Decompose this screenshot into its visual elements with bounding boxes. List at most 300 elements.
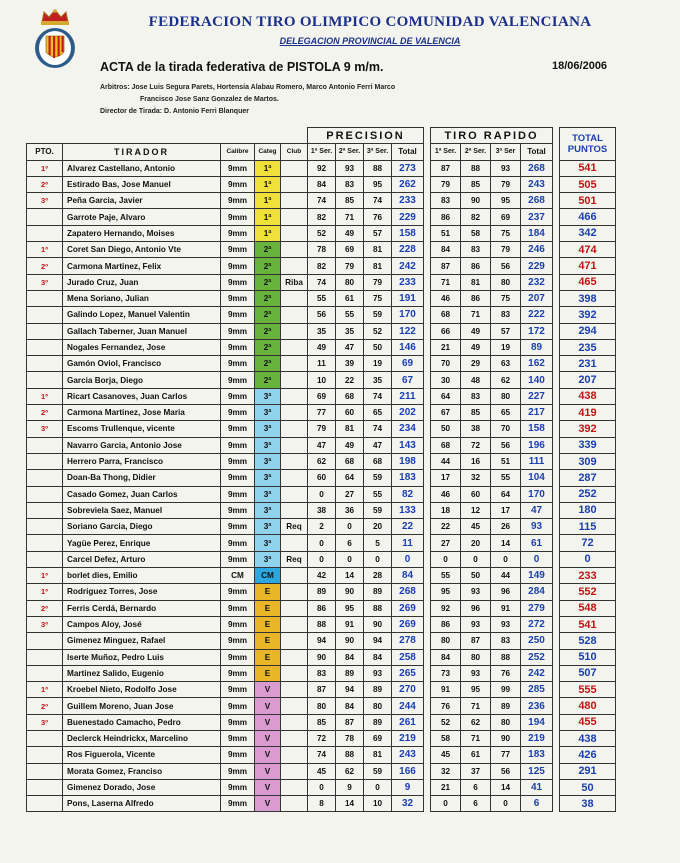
table-row — [27, 388, 616, 404]
club: Req — [281, 519, 308, 535]
precision-ser1: 74 — [308, 274, 336, 290]
table-row — [27, 160, 616, 176]
precision-ser3: 50 — [364, 339, 392, 355]
precision-ser1-header: 1ª Ser. — [308, 144, 336, 160]
club — [281, 486, 308, 502]
rapido-ser2: 71 — [461, 698, 491, 714]
row-position — [27, 796, 63, 812]
row-position — [27, 209, 63, 225]
precision-total: 146 — [392, 339, 424, 355]
rapido-ser1: 71 — [431, 274, 461, 290]
precision-ser3: 80 — [364, 698, 392, 714]
precision-ser3: 75 — [364, 290, 392, 306]
precision-ser3: 84 — [364, 649, 392, 665]
precision-header: PRECISION — [308, 128, 424, 144]
precision-ser2: 64 — [336, 470, 364, 486]
shooter-name: Navarro Garcia, Antonio Jose — [63, 437, 221, 453]
rapido-total: 61 — [521, 535, 553, 551]
rapido-ser3: 80 — [491, 274, 521, 290]
rapido-ser3: 95 — [491, 193, 521, 209]
precision-total: 229 — [392, 209, 424, 225]
precision-ser3: 57 — [364, 225, 392, 241]
precision-total: 82 — [392, 486, 424, 502]
table-row — [27, 584, 616, 600]
precision-ser3: 47 — [364, 437, 392, 453]
rapido-ser1: 91 — [431, 682, 461, 698]
category-badge: 3ª — [255, 502, 281, 518]
table-row — [27, 453, 616, 469]
total-points: 501 — [560, 193, 616, 209]
rapido-ser2: 0 — [461, 551, 491, 567]
rapido-total: 229 — [521, 258, 553, 274]
row-position — [27, 356, 63, 372]
row-position — [27, 763, 63, 779]
precision-ser2: 35 — [336, 323, 364, 339]
rapido-total: 111 — [521, 453, 553, 469]
rapido-ser3: 70 — [491, 421, 521, 437]
rapido-total-header: Total — [521, 144, 553, 160]
club — [281, 502, 308, 518]
total-points: 419 — [560, 405, 616, 421]
rapido-ser1: 51 — [431, 225, 461, 241]
row-position: 1º — [27, 160, 63, 176]
shooter-name: Gallach Taberner, Juan Manuel — [63, 323, 221, 339]
precision-total: 278 — [392, 633, 424, 649]
rapido-ser3: 96 — [491, 584, 521, 600]
shooter-name: Gamón Oviol, Francisco — [63, 356, 221, 372]
shooter-name: Ros Figuerola, Vicente — [63, 747, 221, 763]
shooter-name: Gimenez Minguez, Rafael — [63, 633, 221, 649]
precision-ser1: 0 — [308, 551, 336, 567]
rapido-ser3: 51 — [491, 453, 521, 469]
category-badge: 2ª — [255, 339, 281, 355]
precision-ser1: 83 — [308, 665, 336, 681]
rapido-ser2: 96 — [461, 600, 491, 616]
precision-ser2: 14 — [336, 796, 364, 812]
shooter-name: Kroebel Nieto, Rodolfo Jose — [63, 682, 221, 698]
rapido-ser3: 75 — [491, 225, 521, 241]
rapido-total: 232 — [521, 274, 553, 290]
precision-ser3: 81 — [364, 242, 392, 258]
caliber: 9mm — [221, 551, 255, 567]
rapido-total: 237 — [521, 209, 553, 225]
shooter-name: Carmona Martinez, Jose Maria — [63, 405, 221, 421]
category-badge: V — [255, 779, 281, 795]
tiro-rapido-header: TIRO RAPIDO — [431, 128, 553, 144]
shooter-name: Nogales Fernandez, Jose — [63, 339, 221, 355]
precision-ser3: 5 — [364, 535, 392, 551]
table-row — [27, 193, 616, 209]
rapido-ser2: 82 — [461, 209, 491, 225]
caliber: 9mm — [221, 665, 255, 681]
rapido-total: 140 — [521, 372, 553, 388]
caliber: 9mm — [221, 584, 255, 600]
shooter-name: Soriano Garcia, Diego — [63, 519, 221, 535]
total-puntos-header: TOTAL PUNTOS — [560, 128, 616, 161]
shooter-name: Gimenez Dorado, Jose — [63, 779, 221, 795]
precision-ser2: 0 — [336, 519, 364, 535]
precision-total: 234 — [392, 421, 424, 437]
rapido-ser1: 67 — [431, 405, 461, 421]
rapido-ser1: 76 — [431, 698, 461, 714]
total-points: 342 — [560, 225, 616, 241]
row-position — [27, 665, 63, 681]
rapido-total: 89 — [521, 339, 553, 355]
total-points: 309 — [560, 453, 616, 469]
precision-ser1: 35 — [308, 323, 336, 339]
shooter-name: Herrero Parra, Francisco — [63, 453, 221, 469]
rapido-ser1: 45 — [431, 747, 461, 763]
tirador-header: TIRADOR — [63, 144, 221, 160]
table-row — [27, 519, 616, 535]
rapido-ser2: 83 — [461, 242, 491, 258]
rapido-total: 41 — [521, 779, 553, 795]
rapido-ser1: 92 — [431, 600, 461, 616]
precision-ser2: 6 — [336, 535, 364, 551]
club — [281, 193, 308, 209]
rapido-ser3: 83 — [491, 307, 521, 323]
rapido-ser2: 38 — [461, 421, 491, 437]
row-position: 2º — [27, 698, 63, 714]
precision-ser1: 60 — [308, 470, 336, 486]
shooter-name: Peña Garcia, Javier — [63, 193, 221, 209]
caliber: 9mm — [221, 763, 255, 779]
rapido-ser1: 46 — [431, 486, 461, 502]
table-row — [27, 274, 616, 290]
club — [281, 763, 308, 779]
precision-ser3: 89 — [364, 584, 392, 600]
precision-ser1: 74 — [308, 193, 336, 209]
precision-ser1: 86 — [308, 600, 336, 616]
rapido-ser3: 44 — [491, 568, 521, 584]
table-row — [27, 307, 616, 323]
precision-total: 67 — [392, 372, 424, 388]
rapido-ser3: 79 — [491, 242, 521, 258]
precision-total: 11 — [392, 535, 424, 551]
rapido-ser3: 75 — [491, 290, 521, 306]
precision-ser2: 87 — [336, 714, 364, 730]
precision-ser2: 69 — [336, 242, 364, 258]
row-position: 1º — [27, 388, 63, 404]
club — [281, 600, 308, 616]
precision-total-header: Total — [392, 144, 424, 160]
precision-ser1: 94 — [308, 633, 336, 649]
row-position — [27, 747, 63, 763]
rapido-ser2: 95 — [461, 682, 491, 698]
rapido-ser1: 46 — [431, 290, 461, 306]
rapido-ser1: 70 — [431, 356, 461, 372]
rapido-ser2: 71 — [461, 730, 491, 746]
rapido-ser3: 88 — [491, 649, 521, 665]
precision-ser2: 62 — [336, 763, 364, 779]
total-points: 438 — [560, 388, 616, 404]
rapido-ser1: 66 — [431, 323, 461, 339]
rapido-ser3: 79 — [491, 176, 521, 192]
precision-ser2: 55 — [336, 307, 364, 323]
rapido-ser1: 0 — [431, 551, 461, 567]
rapido-ser1-header: 1ª Ser. — [431, 144, 461, 160]
precision-ser1: 72 — [308, 730, 336, 746]
shooter-name: Carmona Martinez, Felix — [63, 258, 221, 274]
rapido-total: 158 — [521, 421, 553, 437]
total-points: 231 — [560, 356, 616, 372]
total-points: 480 — [560, 698, 616, 714]
precision-ser1: 42 — [308, 568, 336, 584]
caliber: CM — [221, 568, 255, 584]
total-points: 510 — [560, 649, 616, 665]
club — [281, 535, 308, 551]
shooter-name: Mena Soriano, Julian — [63, 290, 221, 306]
row-position — [27, 339, 63, 355]
precision-ser3: 20 — [364, 519, 392, 535]
category-badge: 2ª — [255, 290, 281, 306]
club — [281, 470, 308, 486]
rapido-ser2: 93 — [461, 665, 491, 681]
precision-ser1: 0 — [308, 486, 336, 502]
total-points: 38 — [560, 796, 616, 812]
rapido-ser1: 84 — [431, 649, 461, 665]
category-badge: 3ª — [255, 388, 281, 404]
precision-ser3-header: 3ª Ser. — [364, 144, 392, 160]
precision-ser2: 49 — [336, 437, 364, 453]
precision-total: 122 — [392, 323, 424, 339]
rapido-ser2: 62 — [461, 714, 491, 730]
table-row — [27, 486, 616, 502]
club — [281, 584, 308, 600]
table-row — [27, 730, 616, 746]
rapido-ser1: 87 — [431, 258, 461, 274]
shooter-name: Pons, Laserna Alfredo — [63, 796, 221, 812]
club — [281, 649, 308, 665]
total-points: 466 — [560, 209, 616, 225]
total-points: 398 — [560, 290, 616, 306]
caliber: 9mm — [221, 437, 255, 453]
table-row — [27, 339, 616, 355]
precision-total: 183 — [392, 470, 424, 486]
rapido-ser1: 32 — [431, 763, 461, 779]
precision-ser1: 79 — [308, 421, 336, 437]
shooter-name: Alvarez Castellano, Antonio — [63, 160, 221, 176]
rapido-ser1: 80 — [431, 633, 461, 649]
precision-ser3: 74 — [364, 388, 392, 404]
category-badge: 2ª — [255, 356, 281, 372]
row-position: 2º — [27, 258, 63, 274]
precision-total: 133 — [392, 502, 424, 518]
precision-ser2: 91 — [336, 616, 364, 632]
total-points: 233 — [560, 568, 616, 584]
precision-total: 32 — [392, 796, 424, 812]
caliber: 9mm — [221, 779, 255, 795]
precision-ser3: 81 — [364, 747, 392, 763]
precision-ser2: 90 — [336, 633, 364, 649]
shooter-name: Ferris Cerdá, Bernardo — [63, 600, 221, 616]
precision-total: 143 — [392, 437, 424, 453]
table-row — [27, 356, 616, 372]
row-position — [27, 372, 63, 388]
rapido-ser2: 93 — [461, 584, 491, 600]
rapido-total: 125 — [521, 763, 553, 779]
precision-ser3: 89 — [364, 714, 392, 730]
rapido-ser1: 58 — [431, 730, 461, 746]
shooter-name: Morata Gomez, Franciso — [63, 763, 221, 779]
row-position: 3º — [27, 193, 63, 209]
rapido-ser3: 62 — [491, 372, 521, 388]
rapido-ser2: 32 — [461, 470, 491, 486]
precision-ser3: 81 — [364, 258, 392, 274]
rapido-ser3: 93 — [491, 160, 521, 176]
precision-ser3: 93 — [364, 665, 392, 681]
rapido-ser2: 37 — [461, 763, 491, 779]
rapido-total: 243 — [521, 176, 553, 192]
row-position — [27, 649, 63, 665]
table-row — [27, 290, 616, 306]
caliber: 9mm — [221, 747, 255, 763]
caliber: 9mm — [221, 486, 255, 502]
row-position — [27, 502, 63, 518]
table-row — [27, 176, 616, 192]
precision-ser3: 79 — [364, 274, 392, 290]
row-position: 1º — [27, 568, 63, 584]
rapido-ser3: 65 — [491, 405, 521, 421]
precision-ser2: 22 — [336, 372, 364, 388]
precision-ser3: 10 — [364, 796, 392, 812]
rapido-total: 194 — [521, 714, 553, 730]
rapido-ser1: 21 — [431, 779, 461, 795]
precision-ser2: 94 — [336, 682, 364, 698]
rapido-ser2: 88 — [461, 160, 491, 176]
table-row — [27, 714, 616, 730]
precision-ser1: 77 — [308, 405, 336, 421]
caliber: 9mm — [221, 242, 255, 258]
crown-icon — [41, 9, 69, 25]
total-points: 465 — [560, 274, 616, 290]
header-row-groups — [27, 128, 616, 144]
club — [281, 747, 308, 763]
total-points: 392 — [560, 421, 616, 437]
total-points: 339 — [560, 437, 616, 453]
shooter-name: Sobreviela Saez, Manuel — [63, 502, 221, 518]
rapido-ser1: 86 — [431, 616, 461, 632]
rapido-ser3: 57 — [491, 323, 521, 339]
category-badge: 2ª — [255, 258, 281, 274]
caliber: 9mm — [221, 388, 255, 404]
calibre-header: Calibre — [221, 144, 255, 160]
caliber: 9mm — [221, 176, 255, 192]
category-badge: 2ª — [255, 307, 281, 323]
category-badge: 3ª — [255, 453, 281, 469]
precision-ser2: 85 — [336, 193, 364, 209]
category-badge: 3ª — [255, 437, 281, 453]
precision-total: 269 — [392, 616, 424, 632]
precision-ser3: 88 — [364, 160, 392, 176]
precision-total: 9 — [392, 779, 424, 795]
precision-ser2: 36 — [336, 502, 364, 518]
total-points: 471 — [560, 258, 616, 274]
rapido-ser3: 93 — [491, 616, 521, 632]
table-row — [27, 698, 616, 714]
total-points: 541 — [560, 160, 616, 176]
row-position — [27, 290, 63, 306]
rapido-ser1: 86 — [431, 209, 461, 225]
table-row — [27, 225, 616, 241]
precision-ser1: 69 — [308, 388, 336, 404]
precision-ser2: 84 — [336, 698, 364, 714]
precision-total: 158 — [392, 225, 424, 241]
club — [281, 176, 308, 192]
table-row — [27, 796, 616, 812]
rapido-ser1: 27 — [431, 535, 461, 551]
precision-total: 170 — [392, 307, 424, 323]
table-row — [27, 502, 616, 518]
rapido-total: 104 — [521, 470, 553, 486]
precision-ser1: 88 — [308, 616, 336, 632]
rapido-ser1: 83 — [431, 193, 461, 209]
rapido-ser2: 49 — [461, 323, 491, 339]
rapido-ser2: 90 — [461, 193, 491, 209]
precision-total: 191 — [392, 290, 424, 306]
rapido-total: 250 — [521, 633, 553, 649]
club — [281, 258, 308, 274]
club — [281, 730, 308, 746]
club — [281, 779, 308, 795]
table-row — [27, 616, 616, 632]
precision-ser2: 9 — [336, 779, 364, 795]
rapido-ser1: 44 — [431, 453, 461, 469]
rapido-ser2: 49 — [461, 339, 491, 355]
shooter-name: Estirado Bas, Jose Manuel — [63, 176, 221, 192]
precision-total: 84 — [392, 568, 424, 584]
precision-total: 166 — [392, 763, 424, 779]
caliber: 9mm — [221, 649, 255, 665]
precision-ser1: 0 — [308, 779, 336, 795]
precision-ser3: 55 — [364, 486, 392, 502]
table-row — [27, 421, 616, 437]
category-badge: 1ª — [255, 225, 281, 241]
caliber: 9mm — [221, 307, 255, 323]
rapido-ser1: 95 — [431, 584, 461, 600]
rapido-ser2: 72 — [461, 437, 491, 453]
rapido-ser2: 48 — [461, 372, 491, 388]
shooter-name: Declerck Heindrickx, Marcelino — [63, 730, 221, 746]
rapido-ser3: 89 — [491, 698, 521, 714]
precision-ser1: 0 — [308, 535, 336, 551]
caliber: 9mm — [221, 616, 255, 632]
caliber: 9mm — [221, 421, 255, 437]
caliber: 9mm — [221, 453, 255, 469]
shooter-name: Galindo Lopez, Manuel Valentin — [63, 307, 221, 323]
club — [281, 209, 308, 225]
category-badge: 1ª — [255, 209, 281, 225]
header-row-columns — [27, 144, 616, 160]
caliber: 9mm — [221, 714, 255, 730]
shooter-name: Carcel Defez, Arturo — [63, 551, 221, 567]
caliber: 9mm — [221, 698, 255, 714]
caliber: 9mm — [221, 502, 255, 518]
category-badge: E — [255, 665, 281, 681]
row-position: 1º — [27, 242, 63, 258]
total-points: 115 — [560, 519, 616, 535]
precision-ser3: 89 — [364, 682, 392, 698]
total-points: 180 — [560, 502, 616, 518]
shooter-name: Campos Aloy, José — [63, 616, 221, 632]
precision-ser2: 71 — [336, 209, 364, 225]
total-points: 50 — [560, 779, 616, 795]
rapido-ser2: 45 — [461, 519, 491, 535]
row-position — [27, 730, 63, 746]
club — [281, 242, 308, 258]
table-row — [27, 779, 616, 795]
precision-ser1: 47 — [308, 437, 336, 453]
